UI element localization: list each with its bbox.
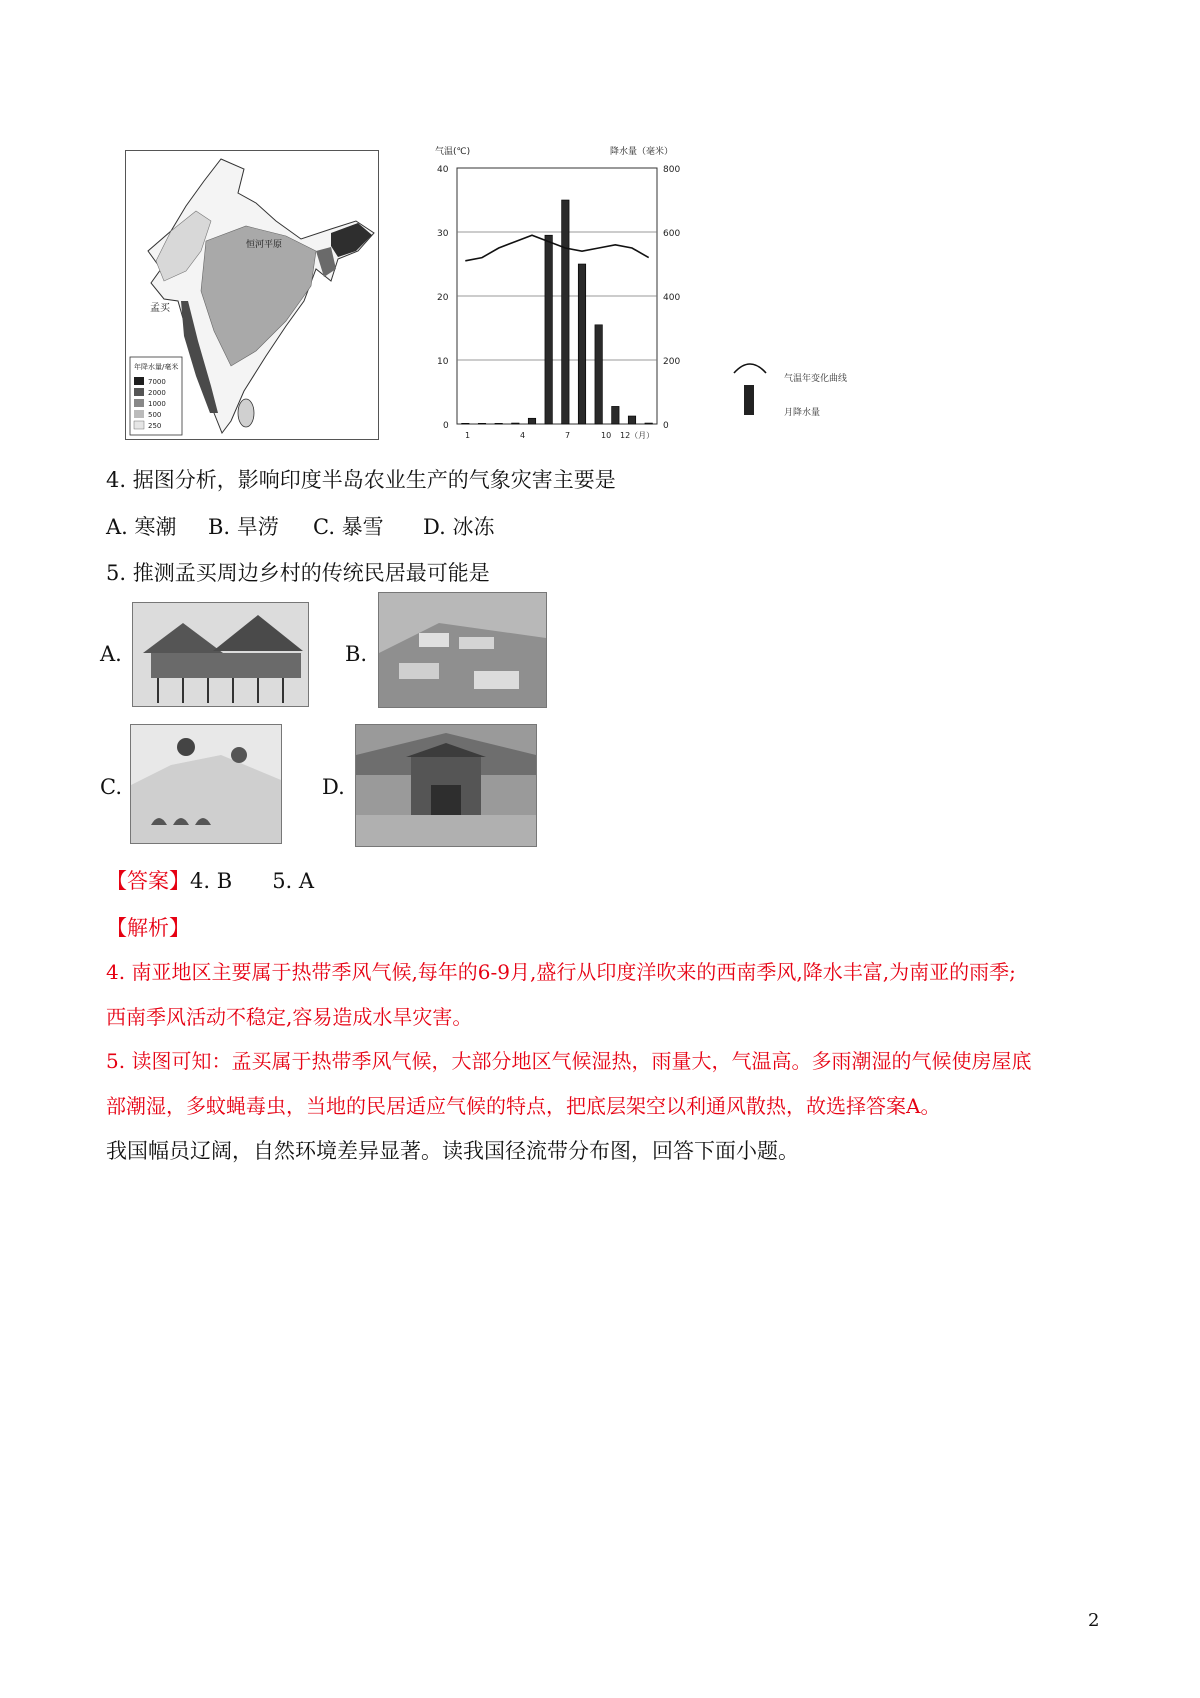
india-map-graphic bbox=[126, 151, 378, 439]
analysis-label: 【解析】 bbox=[106, 916, 190, 940]
precip-bar-month-11 bbox=[628, 416, 636, 424]
temperature-line bbox=[465, 235, 648, 261]
map-legend-value-4: 250 bbox=[148, 422, 162, 430]
right-axis-label: 降水量（毫米） bbox=[610, 147, 674, 157]
q5-option-d-photo-courtyard-house bbox=[355, 724, 537, 847]
precip-bar-month-12 bbox=[645, 423, 653, 424]
precip-bar-month-5 bbox=[528, 418, 536, 424]
left-tick-20: 20 bbox=[437, 293, 449, 303]
question-5: 5. 推测孟买周边乡村的传统民居最可能是 bbox=[106, 561, 490, 585]
analysis-5-line-1: 5. 读图可知：孟买属于热带季风气候，大部分地区气候湿热，雨量大，气温高。多雨潮湿的气候使房屋底 bbox=[106, 1049, 1032, 1073]
intro-next-question: 我国幅员辽阔，自然环境差异显著。读我国径流带分布图，回答下面小题。 bbox=[106, 1139, 799, 1163]
climate-chart-svg bbox=[415, 140, 705, 440]
answer-label: 【答案】 bbox=[106, 869, 190, 893]
analysis-4-line-2: 西南季风活动不稳定,容易造成水旱灾害。 bbox=[106, 1005, 473, 1029]
analysis-5-line-2: 部潮湿，多蚊蝇毒虫，当地的民居适应气候的特点，把底层架空以利通风散热，故选择答案A。 bbox=[106, 1094, 941, 1118]
right-tick-200: 200 bbox=[663, 357, 681, 367]
precip-bar-month-4 bbox=[512, 423, 519, 424]
map-legend-value-0: 7000 bbox=[148, 378, 166, 386]
question-4: 4. 据图分析，影响印度半岛农业生产的气象灾害主要是 bbox=[106, 468, 616, 492]
precip-bar-month-10 bbox=[612, 406, 620, 424]
precip-bar-month-2 bbox=[478, 423, 486, 424]
region-label-ganges: 恒河平原 bbox=[246, 240, 283, 250]
answer-line bbox=[106, 867, 314, 895]
legend-bar-icon bbox=[744, 385, 754, 415]
precip-bar-month-8 bbox=[578, 264, 586, 424]
chart-legend-svg bbox=[728, 355, 878, 425]
x-tick-10: 10 bbox=[601, 431, 612, 440]
left-tick-40: 40 bbox=[437, 165, 449, 175]
precip-bar-month-1 bbox=[462, 423, 470, 424]
right-tick-400: 400 bbox=[663, 293, 681, 303]
page-number: 2 bbox=[1088, 1610, 1100, 1631]
q4-option-d: D. 冰冻 bbox=[423, 515, 495, 539]
legend-precipitation: 月降水量 bbox=[784, 408, 821, 418]
right-tick-600: 600 bbox=[663, 229, 681, 239]
left-tick-10: 10 bbox=[437, 357, 449, 367]
q5-option-c-letter: C. bbox=[100, 775, 122, 799]
map-legend-value-1: 2000 bbox=[148, 389, 166, 397]
precip-bar-month-3 bbox=[495, 423, 503, 424]
precip-bar-month-7 bbox=[562, 200, 570, 424]
climate-chart bbox=[415, 140, 705, 440]
q5-option-b-letter: B. bbox=[345, 642, 368, 666]
q4-option-a: A. 寒潮 bbox=[106, 515, 177, 539]
left-tick-0: 0 bbox=[443, 421, 449, 431]
q5-option-d-letter: D. bbox=[322, 775, 345, 799]
left-axis-label: 气温(℃) bbox=[435, 147, 471, 157]
left-tick-30: 30 bbox=[437, 229, 449, 239]
q5-option-a-photo-stilt-house bbox=[132, 602, 309, 707]
legend-curve-icon bbox=[734, 364, 766, 373]
chart-legend bbox=[728, 355, 878, 425]
precip-bar-month-9 bbox=[595, 325, 603, 424]
legend-temperature: 气温年变化曲线 bbox=[784, 374, 848, 384]
x-tick-7: 7 bbox=[565, 431, 571, 440]
x-tick-4: 4 bbox=[520, 431, 526, 440]
q5-option-a-letter: A. bbox=[100, 642, 122, 666]
x-tick-1: 1 bbox=[465, 431, 471, 440]
sri-lanka bbox=[238, 399, 254, 427]
map-legend-title: 年降水量/毫米 bbox=[134, 363, 179, 371]
right-tick-0: 0 bbox=[663, 421, 669, 431]
precip-bar-month-6 bbox=[545, 235, 553, 424]
map-legend-value-3: 500 bbox=[148, 411, 162, 419]
map-legend-value-2: 1000 bbox=[148, 400, 166, 408]
q4-option-c: C. 暴雪 bbox=[313, 515, 384, 539]
right-tick-800: 800 bbox=[663, 165, 681, 175]
city-label-mumbai: 孟买 bbox=[150, 303, 170, 314]
x-tick-12: 12（月） bbox=[620, 431, 655, 440]
q5-option-c-photo-cave-dwelling bbox=[130, 724, 282, 844]
answer-text: 4. B 5. A bbox=[190, 869, 315, 893]
analysis-4-line-1: 4. 南亚地区主要属于热带季风气候,每年的6-9月,盛行从印度洋吹来的西南季风,降水丰富,为南亚的雨季; bbox=[106, 960, 1016, 984]
india-precipitation-map bbox=[125, 150, 379, 440]
q4-option-b: B. 旱涝 bbox=[208, 515, 279, 539]
q5-option-b-photo-flat-roof-village bbox=[378, 592, 547, 708]
